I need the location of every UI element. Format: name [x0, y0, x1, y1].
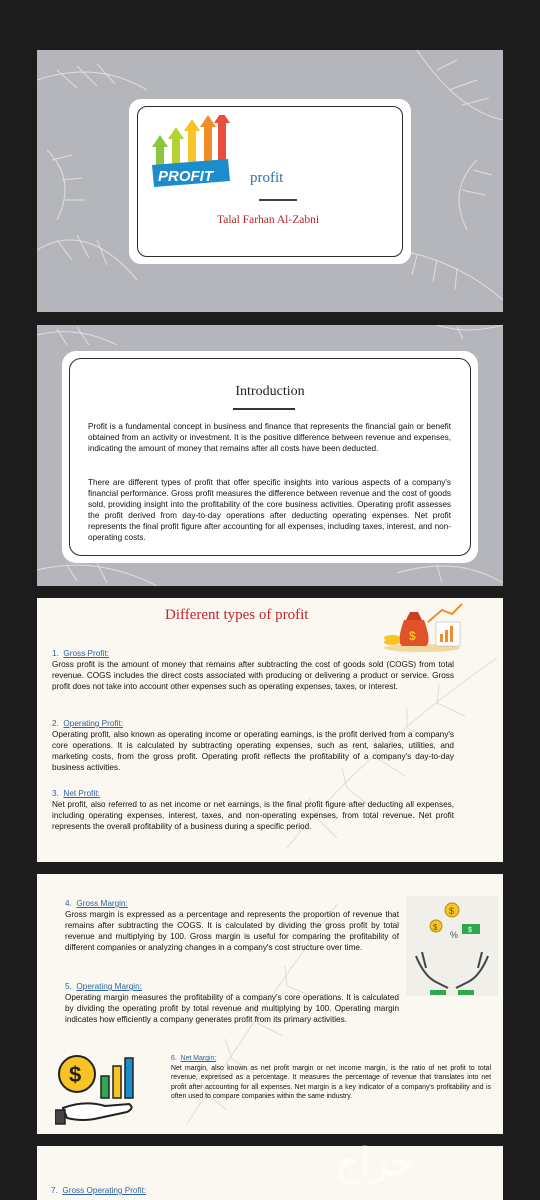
item-heading: Gross Operating Profit:	[62, 1186, 147, 1195]
title-slide	[37, 50, 503, 312]
slide-title: Different types of profit	[165, 607, 309, 623]
svg-text:%: %	[450, 930, 459, 940]
item-number: 3.	[52, 789, 59, 798]
item-heading: Net Margin:	[180, 1055, 217, 1062]
svg-text:$: $	[468, 927, 472, 934]
item-heading: Operating Profit:	[63, 719, 124, 728]
item-text: Gross margin is expressed as a percentage and represents the proportion of revenue that remains after subtracting the COGS. It is calculated by dividing the gross profit by total revenue and multiplying by 100. Gross margin is useful for comparing the profitability of different companies or analyzing changes in a company's cost structure over time.	[65, 910, 399, 952]
logo-text: PROFIT	[158, 168, 213, 185]
svg-text:$: $	[433, 923, 438, 932]
operating-margin-item	[65, 981, 399, 1025]
dollar-hand-chart-icon	[55, 1052, 139, 1126]
item-heading: Net Profit:	[63, 789, 100, 798]
item-heading: Gross Profit:	[63, 649, 109, 658]
item-text: Net profit, also referred to as net income or net earnings, is the final profit figure after deducting all expenses, including operating expenses, interest, taxes, and non-operating expenses, from total revenue. Net profit represents the overall profitability of a business during a specific period.	[52, 800, 454, 831]
types-of-profit-slide	[37, 598, 503, 862]
introduction-slide	[37, 325, 503, 586]
gross-margin-item	[65, 898, 399, 953]
net-margin-item	[171, 1054, 491, 1102]
introduction-paragraph-2: There are different types of profit that offer specific insights into various aspects of a company's financial performance. Gross profit measures the difference between revenue and the cost of goods sold, providing insight into the profitability of the core business activities. Operating profit assesses the profit derived from day-to-day operations after deducting operating expenses. Net profit represents the final profit figure after accounting for all expenses, including taxes, interest, and non-operating costs.	[88, 478, 451, 542]
watermark-logo: حراج	[335, 1142, 415, 1184]
item-number: 5.	[65, 982, 72, 991]
author-name: Talal Farhan Al-Zabni	[217, 214, 320, 226]
item-number: 2.	[52, 719, 59, 728]
hands-money-icon	[406, 896, 498, 996]
introduction-divider	[233, 408, 295, 410]
margins-slide	[37, 874, 503, 1134]
item-text: Gross profit is the amount of money that remains after subtracting the cost of goods sold (COGS) from total revenue. COGS includes the direct costs associated with producing or delivering a product or service. Gross profit does not take into account other expenses such as operating expenses, taxes, or interest.	[52, 660, 454, 691]
item-number: 6.	[171, 1055, 177, 1062]
svg-text:$: $	[409, 629, 416, 643]
item-number: 1.	[52, 649, 59, 658]
profit-logo	[150, 115, 234, 195]
gross-operating-profit-slide	[37, 1146, 503, 1200]
presentation-title: profit	[250, 170, 284, 186]
svg-text:$: $	[69, 1062, 82, 1087]
item-number: 4.	[65, 899, 72, 908]
item-heading: Gross Margin:	[76, 899, 128, 908]
item-text: Operating margin measures the profitability of a company's core operations. It is calculated by dividing the operating profit by total revenue and multiplying by 100. Operating margin indicates how efficiently a company generates profit from its primary activities.	[65, 993, 399, 1024]
introduction-paragraph-1: Profit is a fundamental concept in business and finance that represents the financial gain or benefit obtained from an activity or investment. It is the positive difference between revenue and expenses, indicating the amount of money that remains after all costs have been deducted.	[88, 422, 451, 453]
gross-profit-item	[52, 648, 454, 692]
item-text: Operating profit, also known as operating income or operating earnings, is the profit derived from a company's core operations. It is calculated by subtracting operating expenses, such as rent, salaries, utilities, and marketing costs, from the gross profit. Operating profit reflects the profitability of a company's day-to-day business activities.	[52, 730, 454, 772]
title-divider	[259, 199, 297, 201]
operating-profit-item	[52, 718, 454, 773]
item-number: 7.	[51, 1186, 58, 1195]
gross-operating-profit-heading	[51, 1186, 146, 1195]
item-text: Net margin, also known as net profit margin or net income margin, is the ratio of net profit to total revenue, expressed as a percentage. It measures the percentage of revenue that translates into net profit after accounting for all expenses. Net margin is a key indicator of a company's profitability and is often used to compare companies within the same industry.	[171, 1064, 491, 1101]
net-profit-item	[52, 788, 454, 832]
money-bag-icon	[382, 602, 464, 652]
item-heading: Operating Margin:	[76, 982, 142, 991]
introduction-title: Introduction	[235, 384, 305, 399]
svg-text:$: $	[449, 906, 455, 916]
